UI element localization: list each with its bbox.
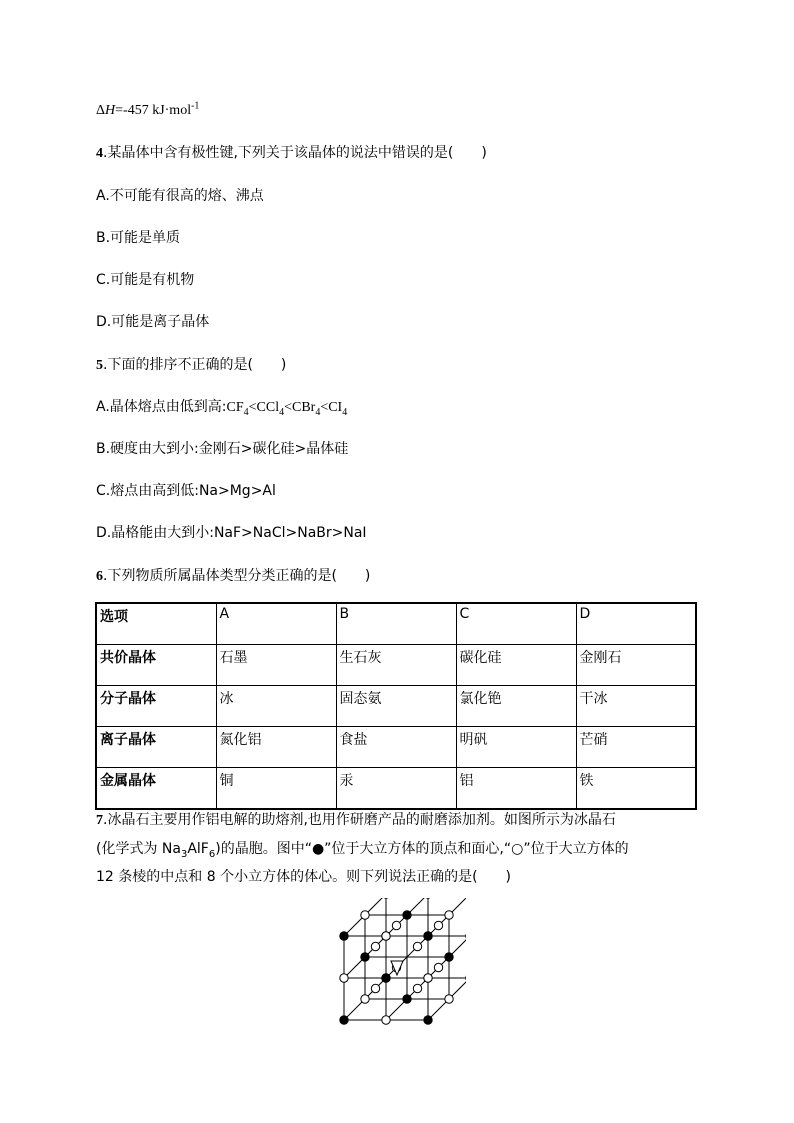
q7-line-2: (化学式为 $Na_3AlF_6$)的晶胞。图中“●”位于大立方体的顶点和面心,“○”位于大立方体的 [96, 841, 629, 860]
formula-cf4: $CF_4$ [226, 400, 249, 418]
crystal-type-table [95, 602, 697, 810]
q5-number: 5 [96, 358, 103, 373]
filled-atom [445, 953, 453, 961]
formula-cbr4: <CBr$_4$ [284, 400, 321, 418]
table-cell: 金刚石 [576, 645, 696, 686]
q4-stem [96, 143, 487, 164]
previous-answer-line [96, 101, 199, 121]
hollow-atom [361, 911, 369, 919]
q7-number: 7 [96, 813, 103, 828]
filled-atom [424, 932, 432, 940]
table-cell: 汞 [336, 768, 456, 810]
q5-stem [96, 355, 286, 376]
q5-option-b: B.硬度由大到小:金刚石>碳化硅>晶体硅 [96, 441, 349, 457]
table-cell: 明矾 [456, 727, 576, 768]
filled-atom [424, 1016, 432, 1024]
hollow-atom [340, 974, 348, 982]
row-label: 分子晶体 [96, 686, 216, 727]
filled-atom [340, 932, 348, 940]
table-cell: 碳化硅 [456, 645, 576, 686]
table-cell: 芒硝 [576, 727, 696, 768]
filled-atom [403, 995, 411, 1003]
hollow-atom [361, 995, 369, 1003]
enthalpy-value: =-457 kJ·mol [115, 103, 192, 118]
table-cell: 氯化铯 [456, 686, 576, 727]
q6-stem [96, 566, 370, 587]
hollow-atom [413, 942, 421, 950]
q5-option-c: C.熔点由高到低:Na>Mg>Al [96, 483, 276, 499]
q4-option-b: B.可能是单质 [96, 230, 181, 246]
q7-line-1: 7.冰晶石主要用作铝电解的助熔剂,也用作研磨产品的耐磨添加剂。如图所示为冰晶石 [96, 812, 616, 828]
table-cell: 生石灰 [336, 645, 456, 686]
table-header-cell: 选项 [96, 603, 216, 645]
table-cell: 氮化铝 [216, 727, 336, 768]
q7-line-3: 12 条棱的中点和 8 个小立方体的体心。则下列说法正确的是( ) [96, 869, 511, 885]
filled-atom [403, 911, 411, 919]
q4-option-c: C.可能是有机物 [96, 272, 195, 288]
q4-number: 4 [96, 146, 103, 161]
table-header-cell: C [456, 603, 576, 645]
q5-option-a [96, 397, 347, 418]
hollow-atom [371, 984, 379, 992]
filled-atom [382, 974, 390, 982]
q5-option-d: D.晶格能由大到小:NaF>NaCl>NaBr>NaI [96, 525, 367, 541]
table-row [96, 768, 696, 810]
delta-symbol: Δ [96, 103, 106, 118]
table-row [96, 686, 696, 727]
table-cell: 铜 [216, 768, 336, 810]
cryolite-unit-cell-figure [336, 898, 466, 1030]
formula-ci4: $<CI_4$ [320, 400, 348, 418]
hollow-atom [424, 974, 432, 982]
row-label: 共价晶体 [96, 645, 216, 686]
q5-stem-text: .下面的排序不正确的是( ) [103, 357, 287, 373]
table-row [96, 645, 696, 686]
q4-stem-text: .某晶体中含有极性键,下列关于该晶体的说法中错误的是( ) [103, 145, 487, 161]
table-cell: 食盐 [336, 727, 456, 768]
q4-option-a: A.不可能有很高的熔、沸点 [96, 188, 264, 204]
q6-number: 6 [96, 569, 103, 584]
enthalpy-exponent: -1 [191, 100, 200, 112]
table-header-row [96, 603, 696, 645]
q6-stem-text: .下列物质所属晶体类型分类正确的是( ) [103, 568, 371, 584]
filled-atom [361, 953, 369, 961]
table-cell: 铝 [456, 768, 576, 810]
hollow-atom [434, 963, 442, 971]
table-cell: 石墨 [216, 645, 336, 686]
hollow-atom [445, 911, 453, 919]
table-header-cell: B [336, 603, 456, 645]
hollow-atom [392, 921, 400, 929]
table-row [96, 727, 696, 768]
hollow-atom [371, 942, 379, 950]
row-label: 离子晶体 [96, 727, 216, 768]
table-cell: 铁 [576, 768, 696, 810]
formula-ccl4: <CCl$_4$ [248, 400, 285, 418]
row-label: 金属晶体 [96, 768, 216, 810]
table-header-cell: A [216, 603, 336, 645]
hollow-atom [382, 1016, 390, 1024]
hollow-atom [382, 932, 390, 940]
enthalpy-symbol: H [105, 103, 116, 118]
table-cell: 固态氨 [336, 686, 456, 727]
hollow-atom [445, 995, 453, 1003]
q4-option-d: D.可能是离子晶体 [96, 314, 210, 330]
table-cell: 冰 [216, 686, 336, 727]
table-header-cell: D [576, 603, 696, 645]
hollow-atom [434, 921, 442, 929]
table-cell: 干冰 [576, 686, 696, 727]
filled-atom [340, 1016, 348, 1024]
q7-stem [96, 806, 706, 891]
hollow-atom [413, 984, 421, 992]
q5-option-a-prefix: A.晶体熔点由低到高: [96, 399, 227, 415]
